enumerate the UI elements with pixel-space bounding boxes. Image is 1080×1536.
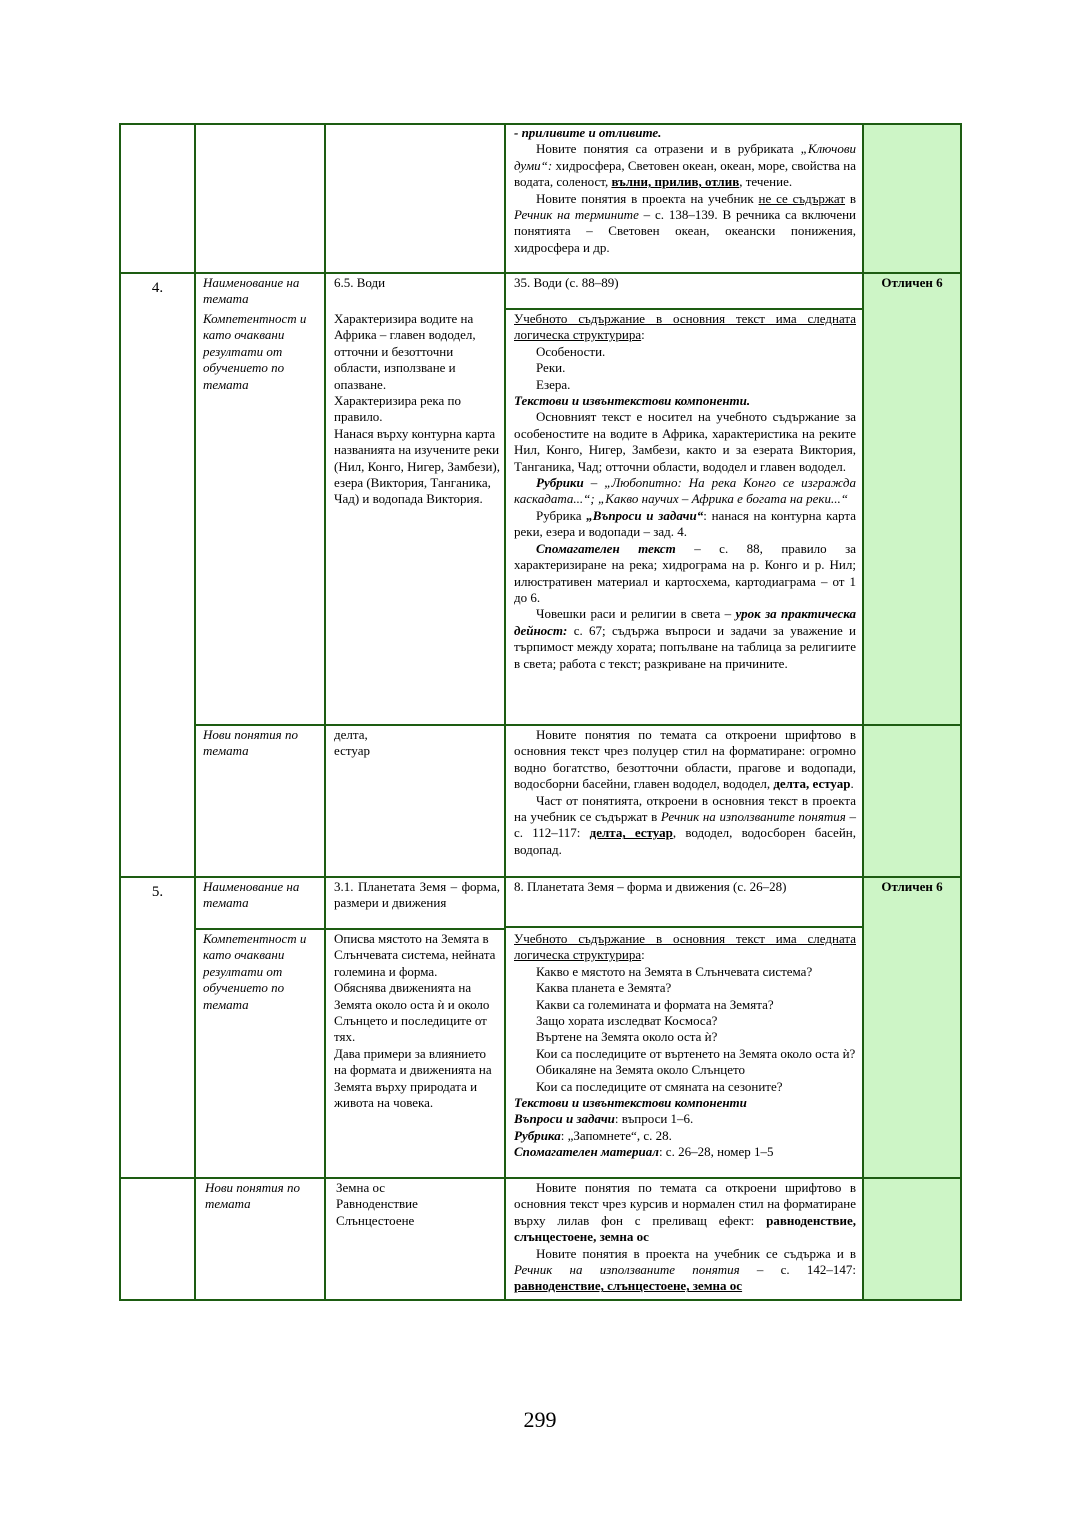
continuation-paragraph: Новите понятия са отразени и в рубриката „Ключови думи“: хидросфера, Световен океан, океан, море, свойства на водата, соленост, вълни, прилив, отлив, течение.	[514, 141, 856, 190]
new-concepts: Земна ос Равноденствие Слънцестоене	[336, 1180, 418, 1228]
row-number: 4.	[151, 280, 164, 296]
components-heading: Текстови и извънтекстови компоненти	[514, 1095, 747, 1111]
structure-item: Какво е мястото на Земята в Слънчевата система?	[536, 963, 813, 979]
structure-item: Защо хората изследват Космоса?	[536, 1013, 718, 1029]
textbook-topic: 35. Води (с. 88–89)	[514, 275, 619, 290]
content-analysis: Учебното съдържание в основния текст има следната логическа структурира: Какво е мястото на Земята в Слънчевата система? Каква планета е Земята? Какви са големината и формата на Земята? Защо хората изследват Космоса? Въртене на Земята около оста ѝ? Кои са последиците от въртенето на Земята около оста ѝ? Обикаляне на Земята около Слънцето Кои са последиците от смяната на сезоните? Текстови и извънтекстови компоненти Въпроси и задачи: въпроси 1–6. Рубрика: „Запомнете“, с. 28. Спомагателен материал: с. 26–28, номер 1–5	[514, 931, 856, 1160]
row-number: 5.	[151, 884, 164, 900]
competence-label: Компетентност и като очаквани резултати от обучението по темата	[203, 311, 307, 392]
structure-item: Кои са последиците от въртенето на Земята около оста ѝ?	[536, 1045, 856, 1061]
new-concepts: делта, естуар	[334, 727, 370, 759]
grade-column	[863, 123, 961, 1301]
page-number: 299	[523, 1407, 557, 1432]
competence-text: Характеризира водите на Африка – главен вододел, отточни и безотточни области, използване и опазване. Характеризира река по правило. Нанася върху контурна карта названията на изучените реки (Нил, Конго, Нигер, Замбези), езера (Виктория, Танганика, Чад) и водопада Виктория.	[334, 311, 500, 507]
structure-item: Реки.	[536, 360, 566, 376]
new-concepts-label: Нови понятия по темата	[203, 727, 298, 759]
continuation-paragraph: Новите понятия в проекта на учебник не се съдържат в Речник на термините – с. 138–139. В речника са включени понятията – Световен океан, океански понижения, хидросфера и др.	[514, 190, 856, 255]
competence-text: Описва мястото на Земята в Слънчевата система, нейната големина и форма. Обяснява движенията на Земята около оста ѝ и около Слънцето и последиците от тях. Дава примери за влиянието на формата и движенията на Земята върху природата и живота на човека.	[334, 931, 496, 1111]
continuation-line: - приливите и отливите.	[514, 125, 662, 140]
new-concepts-notes: Новите понятия по темата са откроени шрифтово в основния текст чрез курсив и нормален стил на форматиране върху лилав фон с преливащ ефект: равноденствие, слънцестоене, земна ос Новите понятия в проекта на учебник се съдържа и в Речник на използваните понятия – с. 142–147: равноденствие, слънцестоене, земна ос	[514, 1180, 856, 1294]
grade: Отличен 6	[881, 275, 943, 290]
structure-item: Особености.	[536, 343, 606, 359]
structure-item: Езера.	[536, 376, 571, 392]
content-analysis: Учебното съдържание в основния текст има следната логическа структурира: Особености. Реки. Езера. Текстови и извънтекстови компоненти. Основният текст е носител на учебното съдържание за особеностите на водите в Африка, характеристика на реките Нил, Конго, Нигер, Замбези, както и за езерата Виктория, Танганика, Чад; отточни области, вододел и главен вододел. Рубрики – „Любопитно: На река Конго се изгражда каскадата...“; „Какво научих – Африка е богата на реки...“ Рубрика „Въпроси и задачи“: нанася на контурна карта реки, езера и водопади – зад. 4. Спомагателен текст – с. 88, правило за характеризиране на река; хидрограма на р. Конго и р. Нил; илюстративен материал и картосхема, картодиаграма – от 1 до 6. Човешки раси и религии в света – урок за практическа дейност: с. 67; съдържа въпроси и задачи за уважение и търпимост между хората; попълване на таблица за религиите в света; работа с текст; разкриване на причините.	[514, 311, 856, 671]
topic-name-label: Наименование на темата	[203, 275, 300, 307]
new-concepts-label: Нови понятия по темата	[205, 1180, 300, 1212]
structure-item: Въртене на Земята около оста ѝ?	[536, 1029, 718, 1045]
structure-item: Обикаляне на Земята около Слънцето	[536, 1062, 746, 1078]
grade: Отличен 6	[881, 879, 943, 894]
structure-item: Кои са последиците от смяната на сезоните?	[536, 1078, 783, 1094]
topic-name-label: Наименование на темата	[203, 879, 300, 911]
components-heading: Текстови и извънтекстови компоненти.	[514, 393, 751, 409]
competence-label: Компетентност и като очаквани резултати от обучението по темата	[203, 931, 307, 1012]
continuation-notes	[514, 125, 856, 256]
new-concepts-notes: Новите понятия по темата са откроени шрифтово в основния текст чрез полуцер стил на форматиране: огромно водно богатство, безотточни области, прагове и водопади, водосборни басейни, главен вододел, вододел, делта, естуар. Част от понятията, откроени в основния текст в проекта на учебник се съдържат в Речник на използваните понятия – с. 112–117: делта, естуар, вододел, водосборен басейн, водопад.	[514, 727, 856, 857]
textbook-topic: 8. Планетата Земя – форма и движения (с. 26–28)	[514, 879, 787, 894]
structure-item: Какви са големината и формата на Земята?	[536, 996, 774, 1012]
program-topic: 3.1. Планетата Земя – форма, размери и движения	[334, 879, 500, 911]
structure-item: Каква планета е Земята?	[536, 980, 672, 996]
program-topic: 6.5. Води	[334, 275, 386, 290]
evaluation-table	[119, 123, 962, 1301]
